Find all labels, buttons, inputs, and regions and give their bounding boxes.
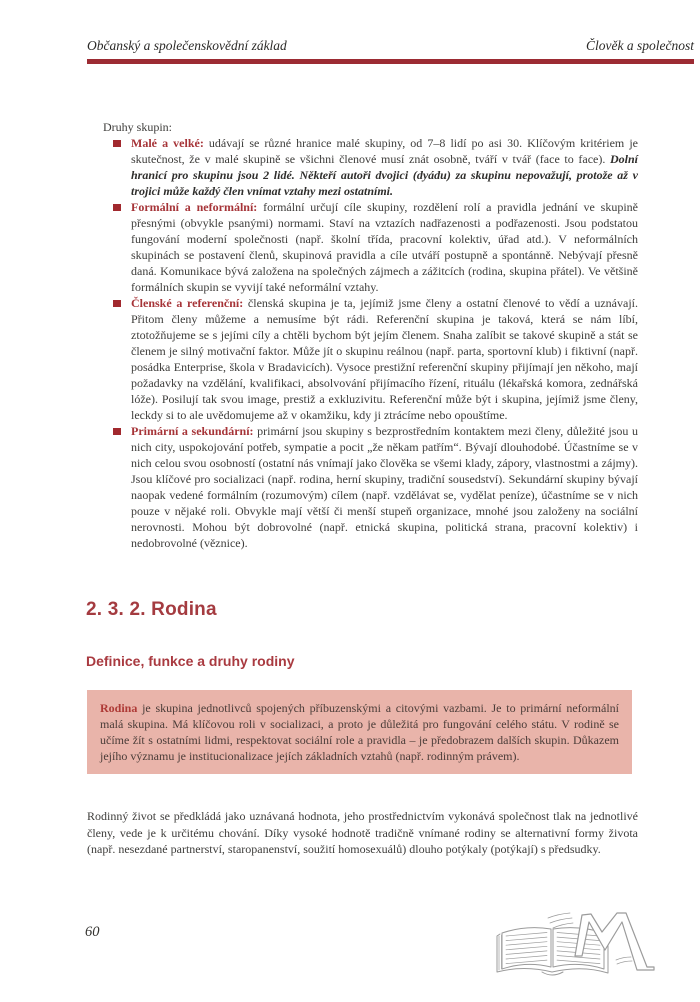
definition-term: Rodina [100,701,138,715]
bullet-square-icon [113,428,121,436]
header-right-title: Člověk a společnost [586,38,694,53]
list-item-male-a-velke [103,135,638,199]
list-intro: Druhy skupin: [103,120,172,134]
list-note-italic: Dolní hranicí pro skupinu jsou 2 lidé. Někteří autoři dvojici (dyádu) za skupinu nepovažují, protože až v trojici může každý člen vnímat vztahy mezi ostatními. [131,152,638,198]
page-number: 60 [85,924,100,940]
open-book-logo-icon [492,906,672,1002]
list-text: členská skupina je ta, jejímiž jsme členy a ostatní členové to vědí a uznávají. Přitom členy můžeme a nemusíme být rádi. Referenční skupina je taková, která se nám líbí, ztotožňujeme se s jejími cíly a chtěli bychom být jejím členem. Snaha zalíbit se takové skupině a stát se členem je silný motivační faktor. Může jít o skupinu reálnou (např. parta, sportovní klub) i fiktivní (např. posádka Enterprise, škola v Bradavicích). Vysoce prestižní referenční skupiny přijímají jen někoho, mají požadavky na vzdělání, kvalifikaci, absolvování přijímacího řízení, rituálu (lékařská komora, zednářská lóže). Posilují tak svou image, prestiž a exkluzivitu. Referenční může být i skupina, jejímiž jsme členy, leckdy si to ale uvědomujeme až v okamžiku, kdy ji ztrácíme nebo opouštíme. [131,296,638,422]
list-text: udávají se různé hranice malé skupiny, od 7–8 lidí po asi 30. Klíčovým kritériem je skutečnost, že v malé skupině se všichni členové musí znát osobně, tváří v tvář (face to face). [131,136,638,166]
group-types-list [103,135,638,551]
list-term: Malé a velké: [131,136,204,150]
page-header [87,38,694,64]
body-paragraph: Rodinný život se předkládá jako uznávaná hodnota, jeho prostřednictvím vykonává společnost tlak na jednotlivé členy, vede je k určitému chování. Díky vysoké hodnotě tradičně vnímané rodiny se alternativní formy života (např. nesezdané partnerství, staropanenství, soužití homosexuálů) dlouho potýkaly (potýkají) s předsudky. [87,809,638,856]
list-text: primární jsou skupiny s bezprostředním kontaktem mezi členy, důležité jsou u nich city, uspokojování potřeb, sympatie a pocit „že někam patřím“. Bývají dlouhodobé. Účastníme se v nich celou svou osobností (ostatní nás vnímají jako člověka se všemi klady, zápory, vlastnostmi a zájmy). Jsou klíčové pro socializaci (např. rodina, herní skupiny, tradiční sousedství). Sekundární skupiny bývají naopak vedené formálním (rozumovým) cílem (např. vzdělávat se, vydělat peníze), účastníme se v nich pouze v nějaké roli. Obvykle mají větší či menší stupeň organizace, mnohé jsou založeny na sociální nerovnosti. Mohou být dobrovolné (např. etnická skupina, politická strana, pracovní kolektiv) i nedobrovolné (věznice). [131,424,639,550]
list-item-primarni-a-sekundarni [103,423,638,551]
definition-text: je skupina jednotlivců spojených příbuzenskými a citovými vazbami. Je to primární neformální malá skupina. Má klíčovou roli v socializaci, a proto je důležitá pro fungování celého státu. V rodině se učíme žít s ostatními lidmi, respektovat sociální role a pravidla – je předobrazem dalších skupin. Důkazem jejího významu je institucionalizace jejích základních vztahů (např. rodinným právem). [100,701,620,763]
section-heading: 2. 3. 2. Rodina [86,599,217,620]
header-rule [87,59,694,64]
bullet-square-icon [113,300,121,308]
header-left-title: Občanský a společenskovědní základ [87,38,287,53]
list-term: Formální a neformální: [131,200,258,214]
list-item-clenske-a-referencni [103,295,638,423]
list-text: formální určují cíle skupiny, rozdělení rolí a pravidla jednání ve skupině přesnými (obvykle psanými) normami. Staví na vztazích nadřazenosti a podřazenosti. Jsou podstatou fungování moderní společnosti (např. školní třída, pracovní kolektiv, úřad atd.). V neformálních skupinách se postavení členů, skupinová pravidla a cíle utváří postupně a spontánně. Nebývají přesně daná. Komunikace bývá založena na společných zájmech a zážitcích (rodina, skupina přátel). Ve většině formálních skupin se vyvijí také neformální vztahy. [131,200,638,294]
bullet-square-icon [113,204,121,212]
sub-heading: Definice, funkce a druhy rodiny [86,653,295,669]
definition-box [87,690,632,774]
list-term: Primární a sekundární: [131,424,254,438]
list-term: Členské a referenční: [131,296,244,310]
list-item-formalni-a-neformalni [103,199,638,295]
bullet-square-icon [113,140,121,148]
